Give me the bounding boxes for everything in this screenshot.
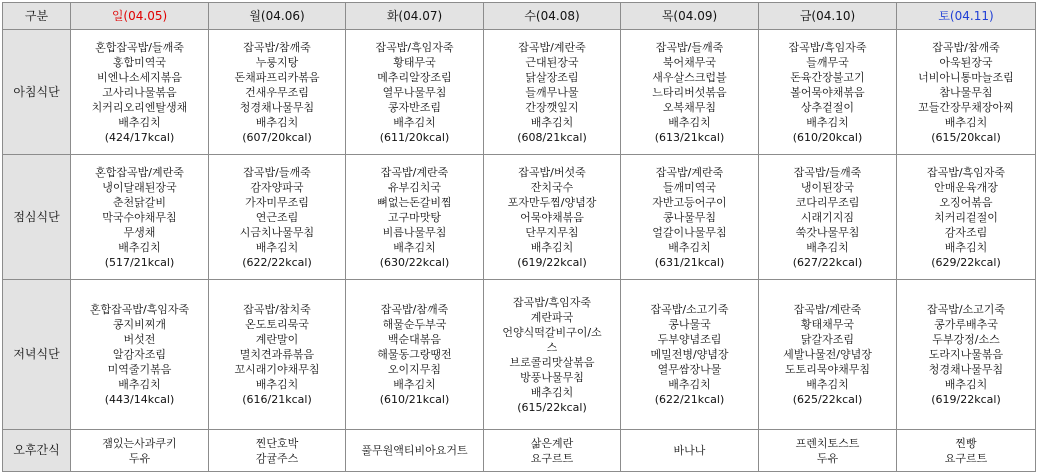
menu-item: 브로콜리맛살볶음: [509, 355, 595, 369]
menu-cell: [897, 30, 1036, 155]
menu-item: 오복채무침: [662, 100, 717, 114]
snack-row: [3, 430, 1036, 472]
menu-item: 버섯전: [123, 333, 156, 346]
menu-cell: [897, 430, 1036, 472]
menu-item: 찐단호박: [255, 436, 299, 450]
menu-item: 잡곡밥/버섯죽: [518, 165, 586, 179]
menu-item: 메밀전병/양념장: [650, 348, 729, 361]
menu-item: 뼈없는돈갈비찜: [377, 195, 452, 209]
menu-item: 세발나물전/양념장: [783, 348, 872, 361]
menu-item: 볼어묵야채볶음: [790, 85, 865, 99]
row-label-lunch: 점심식단: [3, 155, 71, 280]
menu-cell: [346, 430, 484, 472]
menu-item: 자반고등어구이: [652, 195, 727, 209]
menu-item: 배추김치: [530, 385, 574, 399]
menu-cell: [759, 280, 897, 430]
menu-cell: [897, 280, 1036, 430]
breakfast-row: [3, 30, 1036, 155]
menu-item: 잼있는사과쿠키: [102, 436, 177, 450]
menu-item: (616/21kcal): [242, 393, 312, 406]
menu-item: 배추김치: [944, 240, 988, 254]
menu-item: 고사리나물볶음: [102, 85, 177, 99]
menu-item: 꼬시래기야채무침: [234, 363, 320, 376]
menu-cell: [484, 430, 621, 472]
weekly-meal-table: [2, 2, 1036, 472]
day-header-tue: 화(04.07): [346, 3, 484, 30]
menu-item: 배추김치: [118, 378, 161, 391]
day-header-mon: 월(04.06): [209, 3, 346, 30]
menu-item: 백순대볶음: [387, 333, 442, 346]
day-header-sat: 토(04.11): [897, 3, 1036, 30]
menu-item: 배추김치: [806, 378, 849, 391]
menu-item: 언양식떡갈비구이/소: [502, 325, 602, 339]
menu-item: 잔치국수: [530, 180, 574, 194]
menu-item: 콩지비찌개: [112, 318, 167, 331]
menu-item: 건새우무조림: [245, 85, 309, 99]
menu-item: 잡곡밥/참치죽: [243, 303, 311, 316]
menu-item: (631/21kcal): [654, 255, 725, 269]
menu-item: 해물순두부국: [382, 318, 447, 331]
day-header-sun: 일(04.05): [71, 3, 209, 30]
menu-item: 오징어볶음: [939, 195, 993, 209]
menu-item: 꼬들간장무채장아찌: [918, 100, 1014, 114]
menu-item: 홍합미역국: [112, 55, 167, 69]
menu-item: 온도토리묵국: [245, 318, 309, 331]
menu-item: 잡곡밥/계란죽: [793, 303, 862, 316]
menu-item: 잡곡밥/소고기죽: [650, 303, 729, 316]
menu-cell: [759, 30, 897, 155]
menu-item: 풀무원액티비아요거트: [361, 444, 468, 457]
menu-item: 시래기지짐: [800, 210, 855, 224]
menu-cell: [71, 280, 209, 430]
row-label-snack: 오후간식: [3, 430, 71, 472]
lunch-row: [3, 155, 1036, 280]
menu-item: 배추김치: [806, 240, 849, 254]
menu-item: 잡곡밥/참깨죽: [380, 303, 449, 316]
menu-item: 배추김치: [944, 378, 988, 391]
menu-item: 코다리무조림: [795, 195, 860, 209]
menu-item: 배추김치: [944, 115, 988, 129]
menu-item: (611/20kcal): [379, 130, 450, 144]
menu-cell: [209, 430, 346, 472]
menu-item: 유부김치국: [387, 180, 442, 194]
header-row: [3, 3, 1036, 30]
menu-item: 돈육간장불고기: [790, 70, 865, 84]
menu-cell: [484, 155, 621, 280]
menu-item: 어묵야채볶음: [520, 210, 584, 224]
menu-item: 도토리묵야채무침: [784, 363, 870, 376]
menu-item: 돈채파프리카볶음: [234, 70, 320, 84]
menu-item: 도라지나물볶음: [928, 348, 1004, 361]
menu-item: 잡곡밥/들깨죽: [793, 165, 862, 179]
corner-header: 구분: [3, 3, 71, 30]
menu-item: 바나나: [673, 444, 706, 457]
menu-item: 방풍나물무침: [520, 370, 584, 384]
menu-cell: [484, 30, 621, 155]
menu-item: 간장깻잎지: [525, 100, 579, 114]
menu-cell: [759, 155, 897, 280]
menu-cell: [621, 155, 759, 280]
menu-item: 잡곡밥/계란죽: [380, 165, 449, 179]
menu-item: 배추김치: [393, 115, 436, 129]
menu-item: 냉이된장국: [800, 180, 855, 194]
menu-item: 혼합잡곡밥/흑임자죽: [89, 303, 190, 316]
menu-item: 청경채나물무침: [928, 363, 1004, 376]
menu-item: (627/22kcal): [792, 255, 863, 269]
menu-item: 막국수야채무침: [102, 210, 177, 224]
menu-item: 배추김치: [255, 115, 299, 129]
menu-item: 시금치나물무침: [239, 225, 315, 239]
menu-item: 스: [546, 340, 558, 354]
menu-item: 누룽지탕: [255, 55, 299, 69]
menu-item: 혼합잡곡밥/계란죽: [95, 165, 184, 179]
menu-item: 닭갈자조림: [800, 333, 855, 346]
menu-item: 청경채나물무침: [239, 100, 315, 114]
menu-item: (615/20kcal): [931, 130, 1001, 144]
menu-item: (424/17kcal): [104, 130, 175, 144]
menu-item: 혼합잡곡밥/들깨죽: [95, 40, 184, 54]
menu-item: (608/21kcal): [517, 130, 587, 144]
menu-item: 감귤주스: [255, 451, 299, 465]
menu-item: 새우살스크럽블: [652, 70, 727, 84]
menu-item: 삶은계란: [530, 436, 574, 450]
menu-item: 배추김치: [255, 378, 299, 391]
menu-item: 상추겉절이: [800, 100, 855, 114]
menu-item: 배추김치: [118, 240, 161, 254]
menu-item: 잡곡밥/흑임자죽: [788, 40, 867, 54]
menu-item: 연근조림: [255, 210, 299, 224]
menu-item: 오이지무침: [387, 363, 442, 376]
menu-item: (610/20kcal): [792, 130, 863, 144]
menu-cell: [621, 280, 759, 430]
menu-item: 황태채무국: [800, 318, 855, 331]
menu-item: 알감자조림: [112, 348, 167, 361]
dinner-row: [3, 280, 1036, 430]
menu-item: 찐빵: [955, 436, 977, 450]
menu-cell: [71, 30, 209, 155]
menu-cell: [484, 280, 621, 430]
menu-item: 잡곡밥/흑임자죽: [375, 40, 454, 54]
menu-cell: [346, 280, 484, 430]
menu-item: (622/21kcal): [654, 393, 725, 406]
menu-cell: [71, 155, 209, 280]
row-label-breakfast: 아침식단: [3, 30, 71, 155]
menu-item: 잡곡밥/흑임자죽: [512, 295, 592, 309]
menu-item: 배추김치: [668, 115, 711, 129]
menu-cell: [209, 155, 346, 280]
menu-item: 근대된장국: [525, 55, 579, 69]
menu-item: 안매운육개장: [934, 180, 998, 194]
menu-item: 콩나물국: [668, 318, 711, 331]
menu-item: 두유: [128, 451, 151, 465]
day-header-wed: 수(04.08): [484, 3, 621, 30]
menu-item: (607/20kcal): [242, 130, 312, 144]
menu-cell: [621, 30, 759, 155]
menu-cell: [759, 430, 897, 472]
menu-item: (619/22kcal): [931, 393, 1001, 406]
menu-item: 아욱된장국: [939, 55, 993, 69]
menu-item: 두부강정/소스: [932, 333, 1000, 346]
menu-item: (517/21kcal): [104, 255, 175, 269]
menu-cell: [346, 155, 484, 280]
menu-item: 춘천닭갈비: [112, 195, 167, 209]
menu-item: 배추김치: [393, 378, 436, 391]
menu-item: 열무나물무침: [382, 85, 447, 99]
menu-item: 배추김치: [668, 240, 711, 254]
menu-item: 감자조림: [944, 225, 988, 239]
menu-item: 들깨무나물: [525, 85, 579, 99]
menu-item: 단무지무침: [525, 225, 579, 239]
menu-item: 배추김치: [668, 378, 711, 391]
menu-item: 두유: [816, 451, 839, 465]
menu-item: 요구르트: [530, 451, 574, 465]
menu-item: 너비아니통마늘조림: [918, 70, 1014, 84]
menu-item: 콩가루배추국: [934, 318, 998, 331]
menu-item: 황태무국: [393, 55, 436, 69]
menu-cell: [897, 155, 1036, 280]
menu-item: 멸치견과류볶음: [239, 348, 315, 361]
menu-item: (622/22kcal): [242, 255, 312, 269]
menu-item: 무생채: [123, 225, 156, 239]
menu-item: 치커리오리엔탈생채: [91, 100, 188, 114]
menu-item: 들깨무국: [806, 55, 849, 69]
menu-item: 가자미무조림: [245, 195, 309, 209]
menu-item: 배추김치: [393, 240, 436, 254]
menu-item: 잡곡밥/소고기죽: [926, 303, 1006, 316]
menu-item: 콩나물무침: [662, 210, 717, 224]
menu-item: 두부양념조림: [657, 333, 722, 346]
menu-item: 메추리알장조림: [377, 70, 452, 84]
menu-item: 느타리버섯볶음: [652, 85, 727, 99]
menu-item: 잡곡밥/들깨죽: [243, 165, 311, 179]
menu-cell: [346, 30, 484, 155]
row-label-dinner: 저녁식단: [3, 280, 71, 430]
menu-item: (630/22kcal): [379, 255, 450, 269]
menu-item: 들깨미역국: [662, 180, 717, 194]
menu-item: 배추김치: [530, 115, 574, 129]
menu-item: 배추김치: [530, 240, 574, 254]
menu-item: 배추김치: [118, 115, 161, 129]
menu-cell: [621, 430, 759, 472]
menu-item: 포자만두찜/양념장: [507, 195, 597, 209]
menu-item: 얼갈이나물무침: [652, 225, 727, 239]
menu-cell: [209, 30, 346, 155]
menu-item: 배추김치: [806, 115, 849, 129]
menu-item: 잡곡밥/흑임자죽: [926, 165, 1006, 179]
menu-item: (629/22kcal): [931, 255, 1001, 269]
menu-item: 계란파국: [530, 310, 574, 324]
menu-item: 치커리겉절이: [934, 210, 998, 224]
menu-item: (443/14kcal): [104, 393, 175, 406]
menu-item: 프렌치토스트: [795, 436, 860, 450]
menu-cell: [209, 280, 346, 430]
menu-item: 열무쌈장나물: [657, 363, 722, 376]
menu-item: 배추김치: [255, 240, 299, 254]
menu-item: 미역줄기볶음: [107, 363, 172, 376]
menu-item: 비엔나소세지볶음: [96, 70, 182, 84]
menu-item: (610/21kcal): [379, 393, 450, 406]
menu-item: 닭살장조림: [525, 70, 579, 84]
menu-item: 참나물무침: [939, 85, 993, 99]
menu-item: 쑥갓나물무침: [795, 225, 860, 239]
menu-item: 콩자반조림: [387, 100, 442, 114]
menu-item: (615/22kcal): [517, 400, 587, 414]
menu-item: 잡곡밥/계란죽: [655, 165, 724, 179]
menu-item: 냉이달래된장국: [102, 180, 177, 194]
menu-item: (613/21kcal): [654, 130, 725, 144]
menu-item: 고구마맛탕: [387, 210, 442, 224]
menu-item: 북어채무국: [662, 55, 717, 69]
menu-item: 해물동그랑땡전: [377, 348, 452, 361]
day-header-fri: 금(04.10): [759, 3, 897, 30]
menu-item: (619/22kcal): [517, 255, 587, 269]
menu-item: 잡곡밥/계란죽: [518, 40, 586, 54]
menu-cell: [71, 430, 209, 472]
menu-item: 요구르트: [944, 451, 988, 465]
menu-item: 계란말이: [255, 333, 299, 346]
menu-item: 잡곡밥/참깨죽: [243, 40, 311, 54]
menu-item: (625/22kcal): [792, 393, 863, 406]
menu-item: 감자양파국: [250, 180, 304, 194]
menu-item: 잡곡밥/참깨죽: [932, 40, 1000, 54]
day-header-thu: 목(04.09): [621, 3, 759, 30]
menu-item: 비름나물무침: [382, 225, 447, 239]
menu-item: 잡곡밥/들깨죽: [655, 40, 724, 54]
